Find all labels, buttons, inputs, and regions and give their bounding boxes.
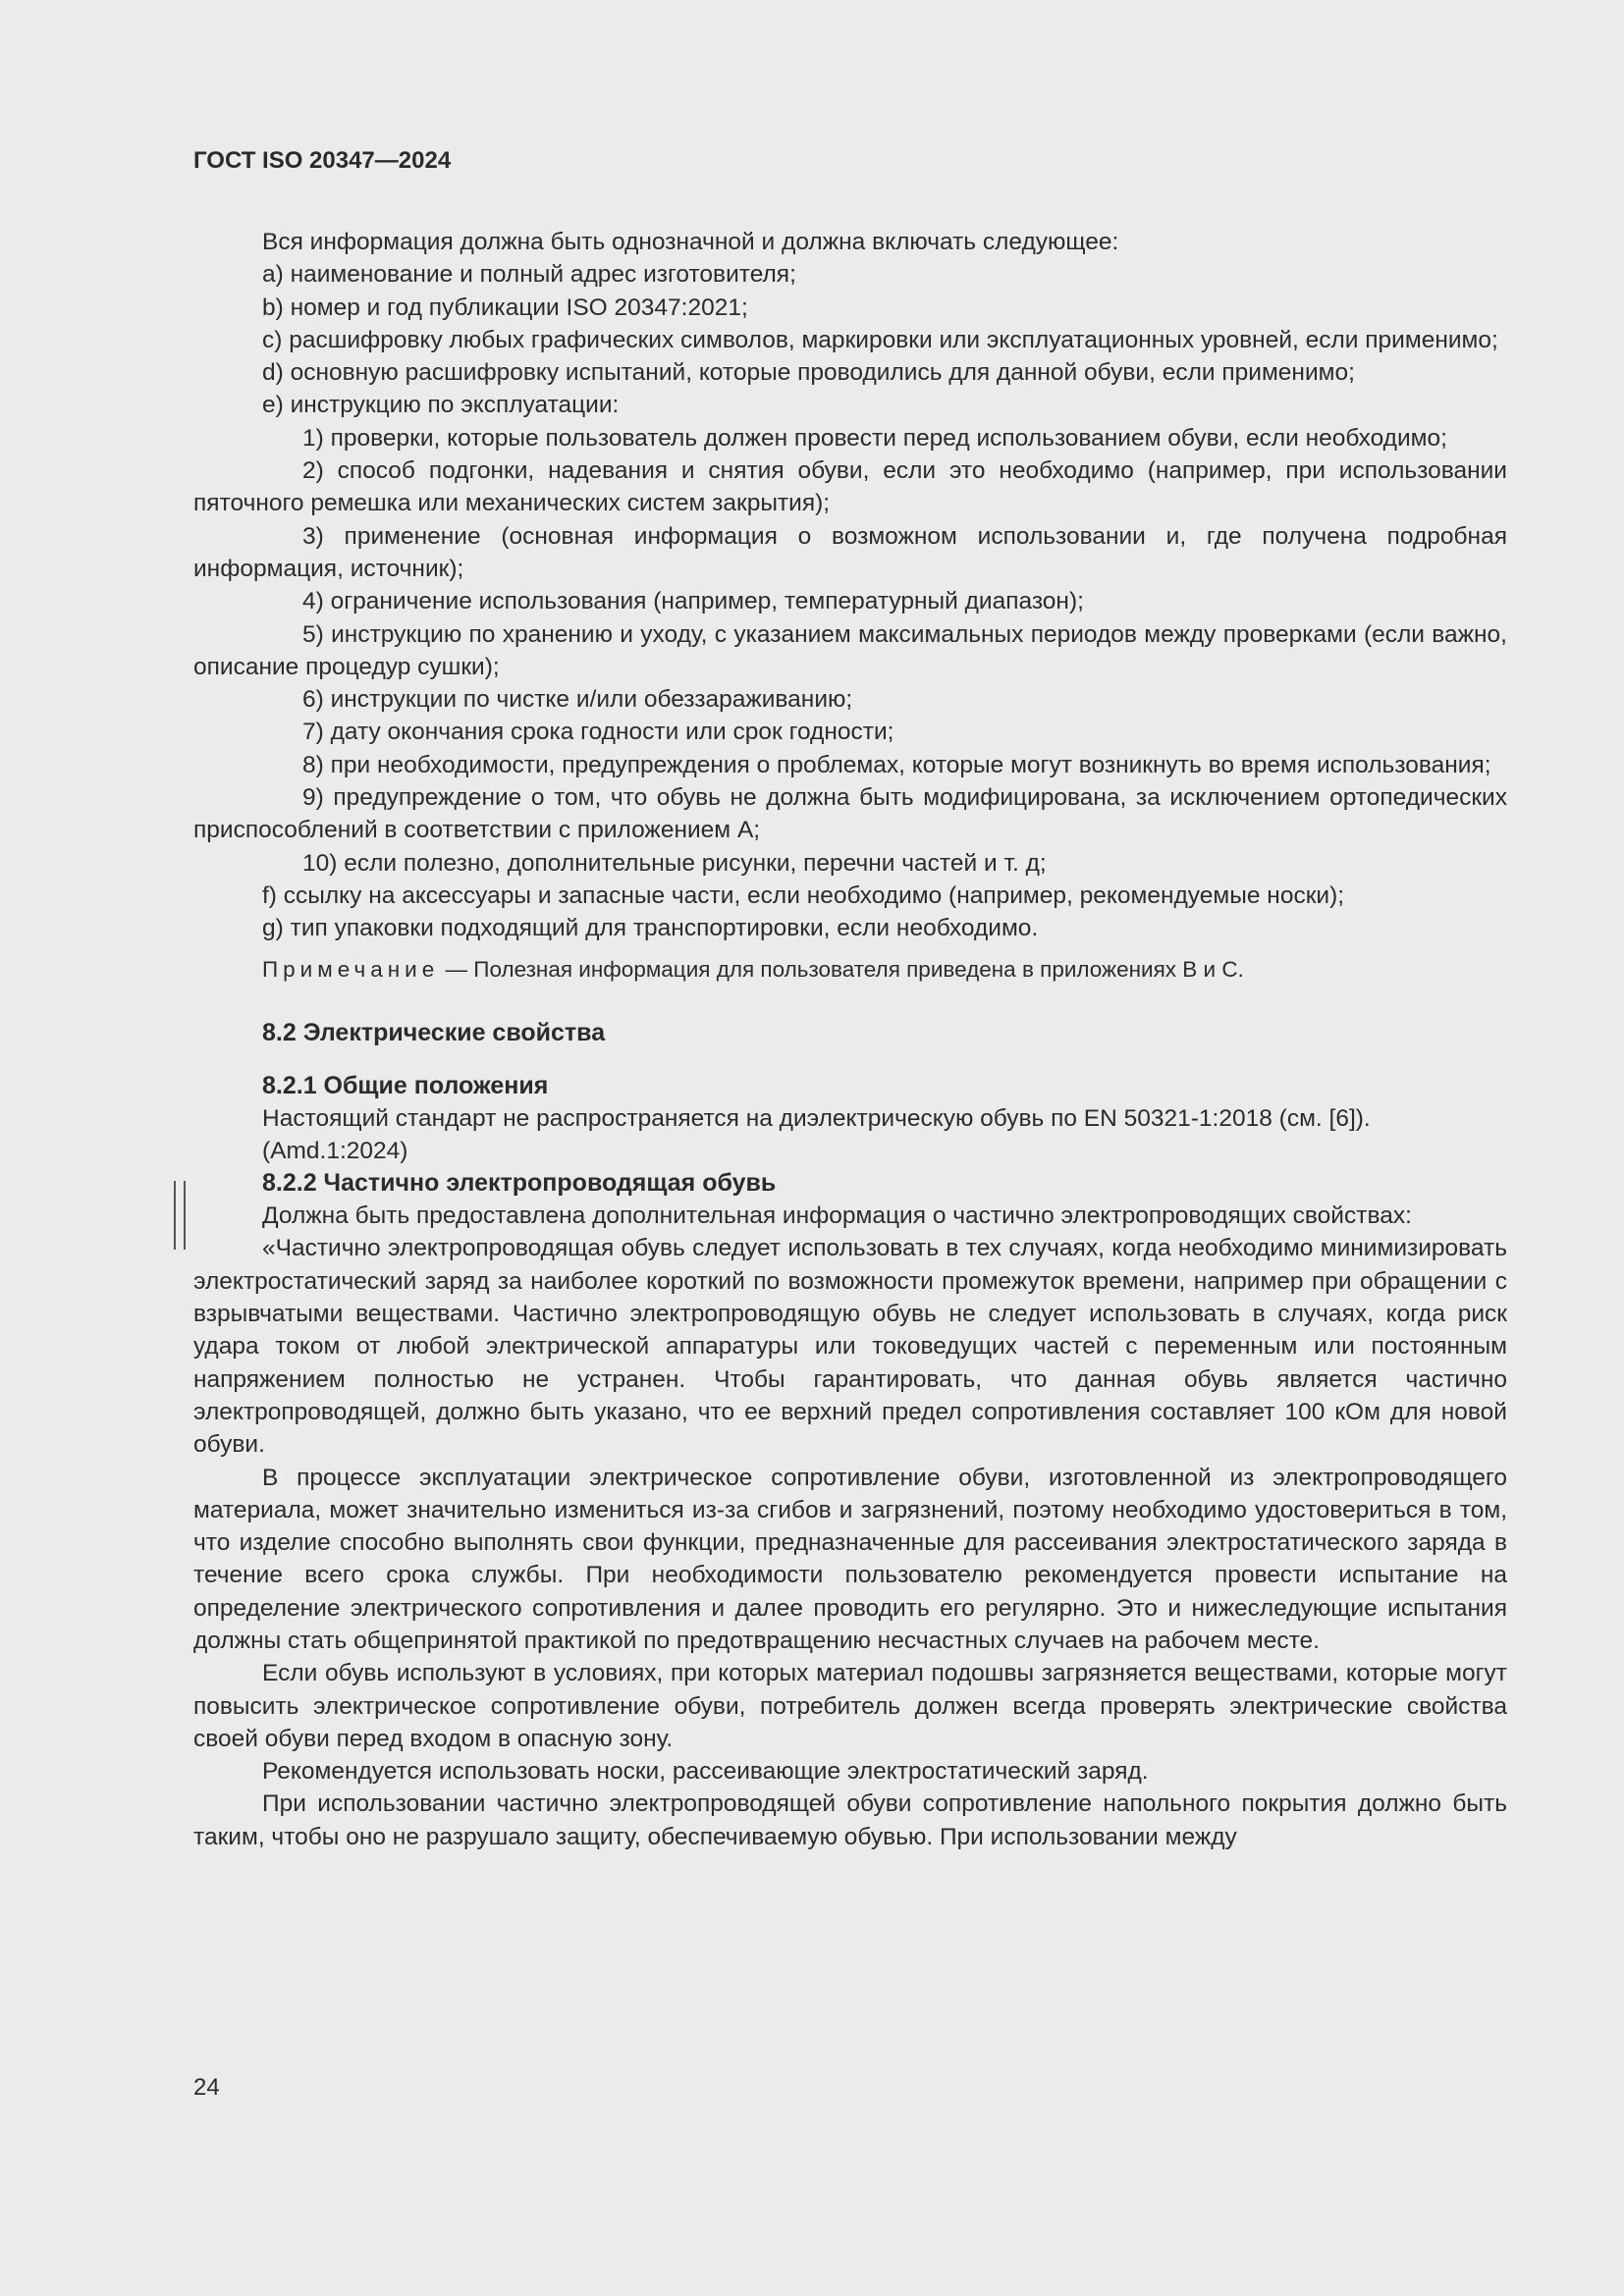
- list-item-c: c) расшифровку любых графических символов, маркировки или эксплуатационных уровней, если применимо;: [262, 326, 1498, 353]
- change-bar-marker: [174, 1181, 186, 1250]
- note: [193, 953, 1507, 986]
- sublist-item-10: 10) если полезно, дополнительные рисунки, перечни частей и т. д;: [302, 849, 1047, 877]
- page-number: 24: [193, 2074, 220, 2101]
- paragraph-8-2-2-2: «Частично электропроводящая обувь следует использовать в тех случаях, когда необходимо минимизировать электростатический заряд за наиболее короткий по возможности промежуток времени, например при обращении с взрывчатыми веществами. Частично электропроводящую обувь не следует использовать в случаях, когда риск удара током от любой электрической аппаратуры или токоведущих частей с переменным или постоянным напряжением полностью не устранен. Чтобы гарантировать, что данная обувь является частично электропроводящей, должно быть указано, что ее верхний предел сопротивления составляет 100 кОм для новой обуви.: [193, 1235, 1507, 1459]
- paragraph-8-2-2-6: При использовании частично электропроводящей обуви сопротивление напольного покрытия должно быть таким, чтобы оно не разрушало защиту, обеспечиваемую обувью. При использовании между: [193, 1790, 1507, 1850]
- paragraph-8-2-1: Настоящий стандарт не распространяется на диэлектрическую обувь по EN 50321-1:2018 (см. [6]).: [262, 1104, 1371, 1132]
- sublist-item-8: 8) при необходимости, предупреждения о проблемах, которые могут возникнуть во время использования;: [302, 751, 1491, 778]
- paragraph-8-2-2-1: Должна быть предоставлена дополнительная информация о частично электропроводящих свойствах:: [262, 1202, 1412, 1230]
- amendment-note: (Amd.1:2024): [262, 1137, 408, 1164]
- paragraph-8-2-2-3: В процессе эксплуатации электрическое сопротивление обуви, изготовленной из электропроводящего материала, может значительно измениться из-за сгибов и загрязнений, поэтому необходимо удостовериться в том, что изделие способно выполнять свои функции, предназначенные для рассеивания электростатического заряда в течение всего срока службы. При необходимости пользователю рекомендуется провести испытание на определение электрического сопротивления и далее проводить его регулярно. Это и нижеследующие испытания должны стать общепринятой практикой по предотвращению несчастных случаев на рабочем месте.: [193, 1464, 1507, 1654]
- note-dash: —: [445, 956, 467, 982]
- sublist-item-4: 4) ограничение использования (например, температурный диапазон);: [302, 588, 1084, 615]
- paragraph-intro: Вся информация должна быть однозначной и должна включать следующее:: [262, 229, 1119, 255]
- list-item-a: a) наименование и полный адрес изготовителя;: [262, 261, 796, 289]
- list-item-b: b) номер и год публикации ISO 20347:2021;: [262, 294, 748, 321]
- sublist-item-5: 5) инструкцию по хранению и уходу, с указанием максимальных периодов между проверками (если важно, описание процедур сушки);: [193, 620, 1507, 680]
- section-heading-8-2: 8.2 Электрические свойства: [262, 1018, 606, 1046]
- list-item-e: e) инструкцию по эксплуатации:: [262, 392, 620, 419]
- paragraph-8-2-2-5: Рекомендуется использовать носки, рассеивающие электростатический заряд.: [262, 1758, 1149, 1786]
- list-item-d: d) основную расшифровку испытаний, которые проводились для данной обуви, если применимо;: [262, 359, 1355, 387]
- paragraph-8-2-2-4: Если обувь используют в условиях, при которых материал подошвы загрязняется веществами, которые могут повысить электрическое сопротивление обуви, потребитель должен всегда проверять электрические свойства своей обуви перед входом в опасную зону.: [193, 1660, 1507, 1752]
- sublist-item-9: 9) предупреждение о том, что обувь не должна быть модифицирована, за исключением ортопедических приспособлений в соответствии с приложением A;: [193, 784, 1507, 844]
- note-label: Примечание: [262, 956, 440, 982]
- subsection-heading-8-2-1: 8.2.1 Общие положения: [262, 1071, 549, 1099]
- sublist-item-1: 1) проверки, которые пользователь должен провести перед использованием обуви, если необходимо;: [302, 424, 1447, 452]
- sublist-item-3: 3) применение (основная информация о возможном использовании и, где получена подробная информация, источник);: [193, 522, 1507, 582]
- note-text: Полезная информация для пользователя приведена в приложениях B и C.: [473, 956, 1244, 982]
- list-item-g: g) тип упаковки подходящий для транспортировки, если необходимо.: [262, 915, 1039, 942]
- sublist-item-6: 6) инструкции по чистке и/или обеззараживанию;: [302, 686, 853, 714]
- sublist-item-2: 2) способ подгонки, надевания и снятия обуви, если это необходимо (например, при использовании пяточного ремешка или механических систем закрытия);: [193, 457, 1507, 517]
- list-item-f: f) ссылку на аксессуары и запасные части, если необходимо (например, рекомендуемые носки);: [262, 881, 1345, 909]
- subsection-heading-8-2-2: 8.2.2 Частично электропроводящая обувь: [262, 1169, 777, 1198]
- page-body: [193, 226, 1507, 1853]
- sublist-item-7: 7) дату окончания срока годности или срок годности;: [302, 719, 894, 746]
- document-header: ГОСТ ISO 20347—2024: [193, 147, 452, 174]
